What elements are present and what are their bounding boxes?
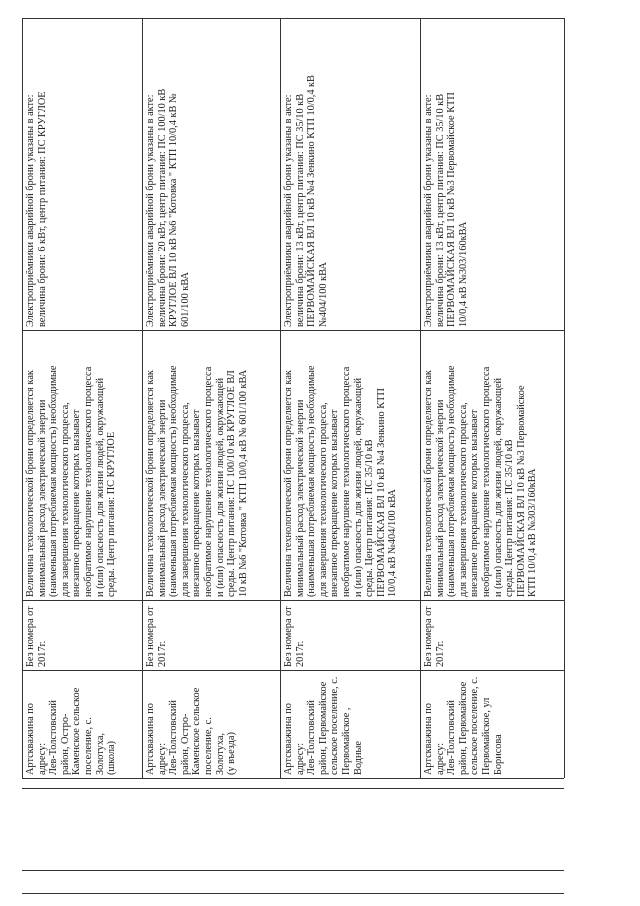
- cell-number: Без номера от 2017г.: [25, 606, 48, 667]
- cell-definition: Величина технологической брони определяется как минимальный расход электрической энергии (наименьшая потребляемая мощность) необходимые для завершения технологического процесса, внезапное прекращение которых вызывает необратимое нарушение технологического процесса и (или) опасность для жизни людей, окружающей среды. Центр питания: ПС 35/10 кВ ПЕРВОМАЙСКАЯ ВЛ 10 кВ №3 Первомайское КТП 10/0,4 кВ №303/160кВА: [423, 365, 539, 597]
- footer-rule-middle: [22, 870, 564, 871]
- table-bottom-border: [22, 778, 564, 779]
- table-row: [420, 18, 564, 778]
- cell-number: Без номера от 2017г.: [145, 606, 168, 667]
- table-right-border: [564, 18, 565, 778]
- table-row: [280, 18, 420, 778]
- cell-emergency: Электроприёмники аварийной брони указаны в акте: величина брони: 6 кВт, центр питания: ПС КРУГЛОЕ: [25, 91, 48, 327]
- rotated-table: [22, 18, 564, 778]
- cell-address: Артскважина по адресу: Лев-Толстовский район, Остро- Каменское сельское поселение, с. Золотуха, (школа): [25, 687, 118, 775]
- cell-address: Артскважина по адресу: Лев-Толстовский район, Первомайское сельское поселение, с. Первомайское, ул Борисова: [423, 676, 504, 775]
- cell-definition: Величина технологической брони определяется как минимальный расход электрической энергии (наименьшая потребляемая мощность) необходимые для завершения технологического процесса, внезапное прекращение которых вызывает необратимое нарушение технологического процесса и (или) опасность для жизни людей, окружающей среды. Центр питания: ПС 100/10 кВ КРУГЛОЕ ВЛ 10 кВ №6 "Котовка " КТП 10/0,4 кВ № 601/100 кВА: [145, 365, 249, 597]
- footer-rule-upper: [22, 788, 564, 789]
- table-row: [142, 18, 280, 778]
- cell-address: Артскважина по адресу: Лев-Толстовский район, Первомайское сельское поселение, с. Первомайское , Водные: [283, 676, 364, 775]
- table-row: [22, 18, 142, 778]
- cell-number: Без номера от 2017г.: [283, 606, 306, 667]
- cell-address: Артскважина по адресу: Лев-Толстовский район, Остро- Каменское сельское поселение, с. Золотуха, (у въезда): [145, 687, 238, 775]
- cell-emergency: Электроприёмники аварийной брони указаны в акте: величина брони: 13 кВт, центр питания: ПС 35/10 кВ ПЕРВОМАЙСКАЯ ВЛ 10 кВ №3 Первомайское КТП 10/0,4 кВ №303/160кВА: [423, 92, 469, 327]
- cell-number: Без номера от 2017г.: [423, 606, 446, 667]
- cell-emergency: Электроприёмники аварийной брони указаны в акте: величина брони: 13 кВт, центр питания: ПС 35/10 кВ ПЕРВОМАЙСКАЯ ВЛ 10 кВ №4 Зенкино КТП 10/0,4 кВ №404/100 кВА: [283, 75, 329, 327]
- cell-emergency: Электроприёмники аварийной брони указаны в акте: величина брони: 20 кВт, центр питания: ПС 100/10 кВ КРУГЛОЕ ВЛ 10 кВ №6 "Котовка " КТП 10/0,4 кВ № 601/100 кВА: [145, 88, 191, 327]
- footer-rule-lower: [22, 893, 564, 894]
- cell-definition: Величина технологической брони определяется как минимальный расход электрической энергии (наименьшая потребляемая мощность) необходимые для завершения технологического процесса, внезапное прекращение которых вызывает необратимое нарушение технологического процесса и (или) опасность для жизни людей, окружающей среды. Центр питания: ПС 35/10 кВ ПЕРВОМАЙСКАЯ ВЛ 10 кВ №4 Зенкино КТП 10/0,4 кВ №404/100 кВА: [283, 365, 399, 597]
- cell-definition: Величина технологической брони определяется как минимальный расход электрической энергии (наименьшая потребляемая мощность) необходимые для завершения технологического процесса, внезапное прекращение которых вызывает необратимое нарушение технологического процесса и (или) опасность для жизни людей, окружающей среды. Центр питания: ПС КРУГЛОЕ: [25, 365, 118, 597]
